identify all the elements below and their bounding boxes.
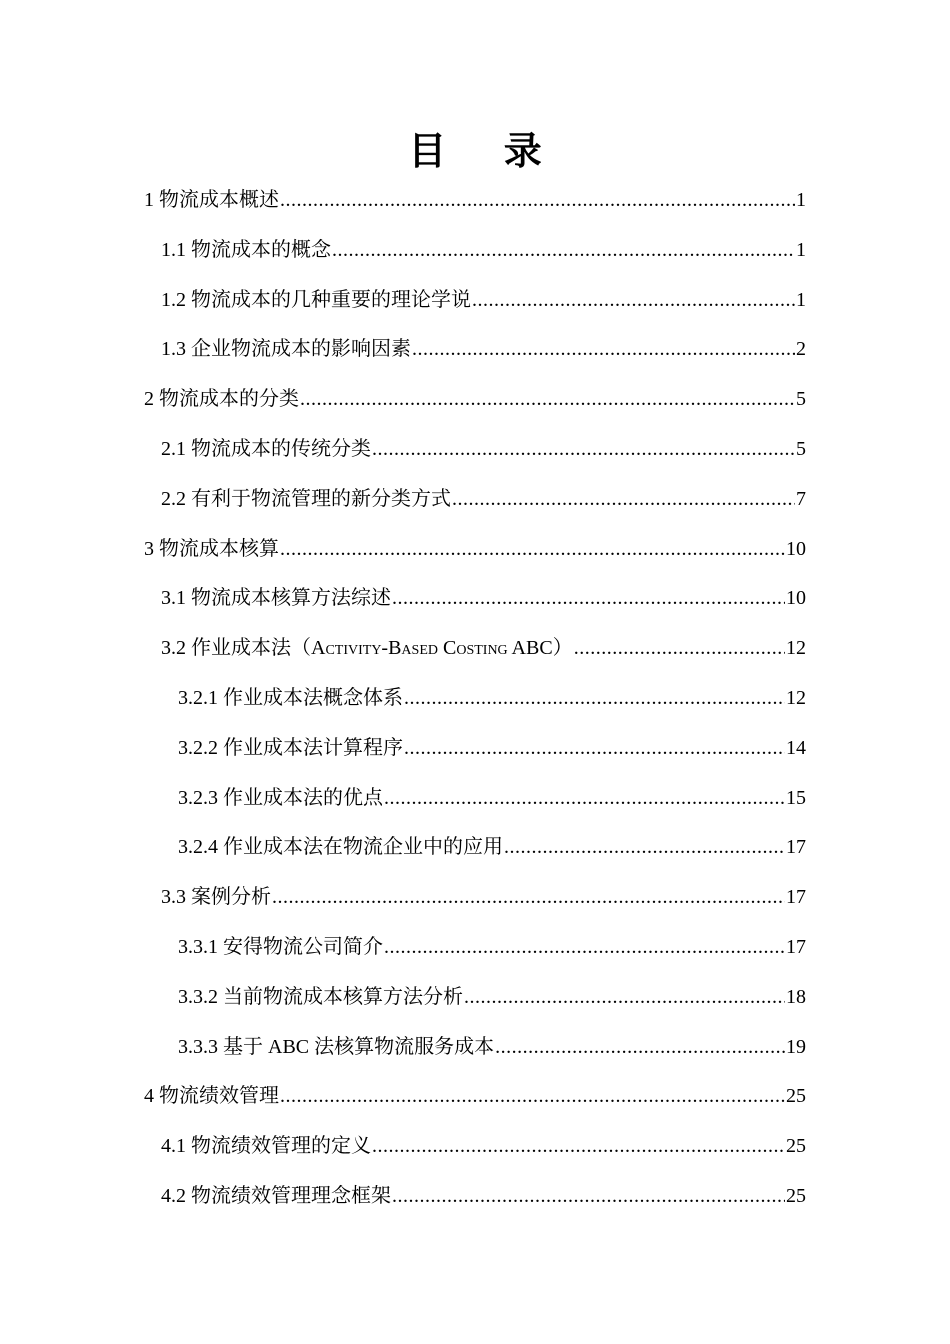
toc-entry-label: 3.2.3 作业成本法的优点 (178, 786, 383, 809)
toc-entry-label: 2.2 有利于物流管理的新分类方式 (161, 487, 451, 510)
toc-dot-leader (392, 1172, 785, 1222)
toc-dot-leader (472, 276, 795, 326)
toc-entry[interactable] (144, 774, 806, 824)
toc-entry-page: 12 (786, 686, 806, 709)
toc-entry-label: 3 物流成本核算 (144, 537, 279, 560)
toc-entry[interactable] (144, 624, 806, 674)
toc-entry-page: 10 (786, 537, 806, 560)
toc-entry-page: 5 (796, 388, 806, 411)
toc-entry[interactable] (144, 1122, 806, 1172)
toc-entry-label: 2 物流成本的分类 (144, 388, 299, 411)
toc-dot-leader (372, 1122, 785, 1172)
toc-entry-page: 25 (786, 1184, 806, 1207)
toc-entry-label: 3.2.2 作业成本法计算程序 (178, 736, 403, 759)
toc-dot-leader (452, 475, 795, 525)
toc-entry-label: 4 物流绩效管理 (144, 1085, 279, 1108)
toc-entry-label: 4.2 物流绩效管理理念框架 (161, 1184, 391, 1207)
toc-entry-page: 12 (786, 637, 806, 660)
toc-entry-label: 3.3.1 安得物流公司简介 (178, 935, 383, 958)
toc-entry-page: 1 (796, 288, 806, 311)
toc-entry-page: 25 (786, 1085, 806, 1108)
toc-entry-page: 1 (796, 238, 806, 261)
toc-entry-label: 3.2 作业成本法（Activity-Based Costing ABC） (161, 637, 573, 660)
toc-entry-label: 3.2.4 作业成本法在物流企业中的应用 (178, 836, 503, 859)
toc-entry-label: 3.2.1 作业成本法概念体系 (178, 686, 403, 709)
toc-entry[interactable] (144, 1072, 806, 1122)
toc-entry[interactable] (144, 226, 806, 276)
toc-entry-label: 1.2 物流成本的几种重要的理论学说 (161, 288, 471, 311)
toc-entry[interactable] (144, 276, 806, 326)
toc-entry-page: 2 (796, 338, 806, 361)
toc-entry[interactable] (144, 574, 806, 624)
toc-entry-page: 5 (796, 437, 806, 460)
toc-entry[interactable] (144, 923, 806, 973)
toc-entry-page: 25 (786, 1135, 806, 1158)
toc-entry-page: 19 (786, 1035, 806, 1058)
toc-entry-page: 7 (796, 487, 806, 510)
toc-entry[interactable] (144, 475, 806, 525)
toc-dot-leader (280, 525, 785, 575)
toc-entry[interactable] (144, 425, 806, 475)
toc-entry[interactable] (144, 823, 806, 873)
toc-entry[interactable] (144, 525, 806, 575)
toc-entry-label: 2.1 物流成本的传统分类 (161, 437, 371, 460)
toc-entry-page: 14 (786, 736, 806, 759)
toc-entry-label: 3.1 物流成本核算方法综述 (161, 587, 391, 610)
toc-entry[interactable] (144, 973, 806, 1023)
table-of-contents (144, 176, 806, 1222)
toc-entry-page: 17 (786, 886, 806, 909)
toc-entry-label: 3.3.3 基于 ABC 法核算物流服务成本 (178, 1035, 495, 1058)
toc-entry-label: 4.1 物流绩效管理的定义 (161, 1135, 371, 1158)
toc-dot-leader (392, 574, 785, 624)
toc-entry[interactable] (144, 1172, 806, 1222)
toc-entry-label: 1.1 物流成本的概念 (161, 238, 331, 261)
toc-entry-page: 15 (786, 786, 806, 809)
toc-entry[interactable] (144, 325, 806, 375)
toc-dot-leader (464, 973, 785, 1023)
toc-dot-leader (332, 226, 795, 276)
toc-entry-label: 3.3 案例分析 (161, 886, 271, 909)
toc-dot-leader (280, 176, 795, 226)
toc-dot-leader (504, 823, 785, 873)
toc-dot-leader (384, 923, 785, 973)
toc-dot-leader (300, 375, 795, 425)
toc-entry-page: 17 (786, 836, 806, 859)
toc-entry[interactable] (144, 873, 806, 923)
toc-entry[interactable] (144, 176, 806, 226)
toc-entry-page: 10 (786, 587, 806, 610)
toc-entry-label: 3.3.2 当前物流成本核算方法分析 (178, 985, 463, 1008)
toc-dot-leader (404, 674, 785, 724)
toc-dot-leader (574, 624, 785, 674)
toc-entry-page: 17 (786, 935, 806, 958)
toc-dot-leader (384, 774, 785, 824)
toc-entry-page: 1 (796, 189, 806, 211)
toc-dot-leader (495, 1023, 785, 1073)
toc-dot-leader (372, 425, 795, 475)
toc-entry-label: 1.3 企业物流成本的影响因素 (161, 338, 411, 361)
toc-entry[interactable] (144, 724, 806, 774)
toc-dot-leader (404, 724, 785, 774)
toc-dot-leader (272, 873, 785, 923)
toc-entry[interactable] (144, 674, 806, 724)
page-title: 目 录 (408, 131, 566, 173)
toc-entry-label: 1 物流成本概述 (144, 189, 279, 211)
toc-dot-leader (280, 1072, 785, 1122)
toc-entry[interactable] (144, 375, 806, 425)
toc-dot-leader (412, 325, 795, 375)
toc-entry[interactable] (144, 1023, 806, 1073)
toc-entry-page: 18 (786, 985, 806, 1008)
